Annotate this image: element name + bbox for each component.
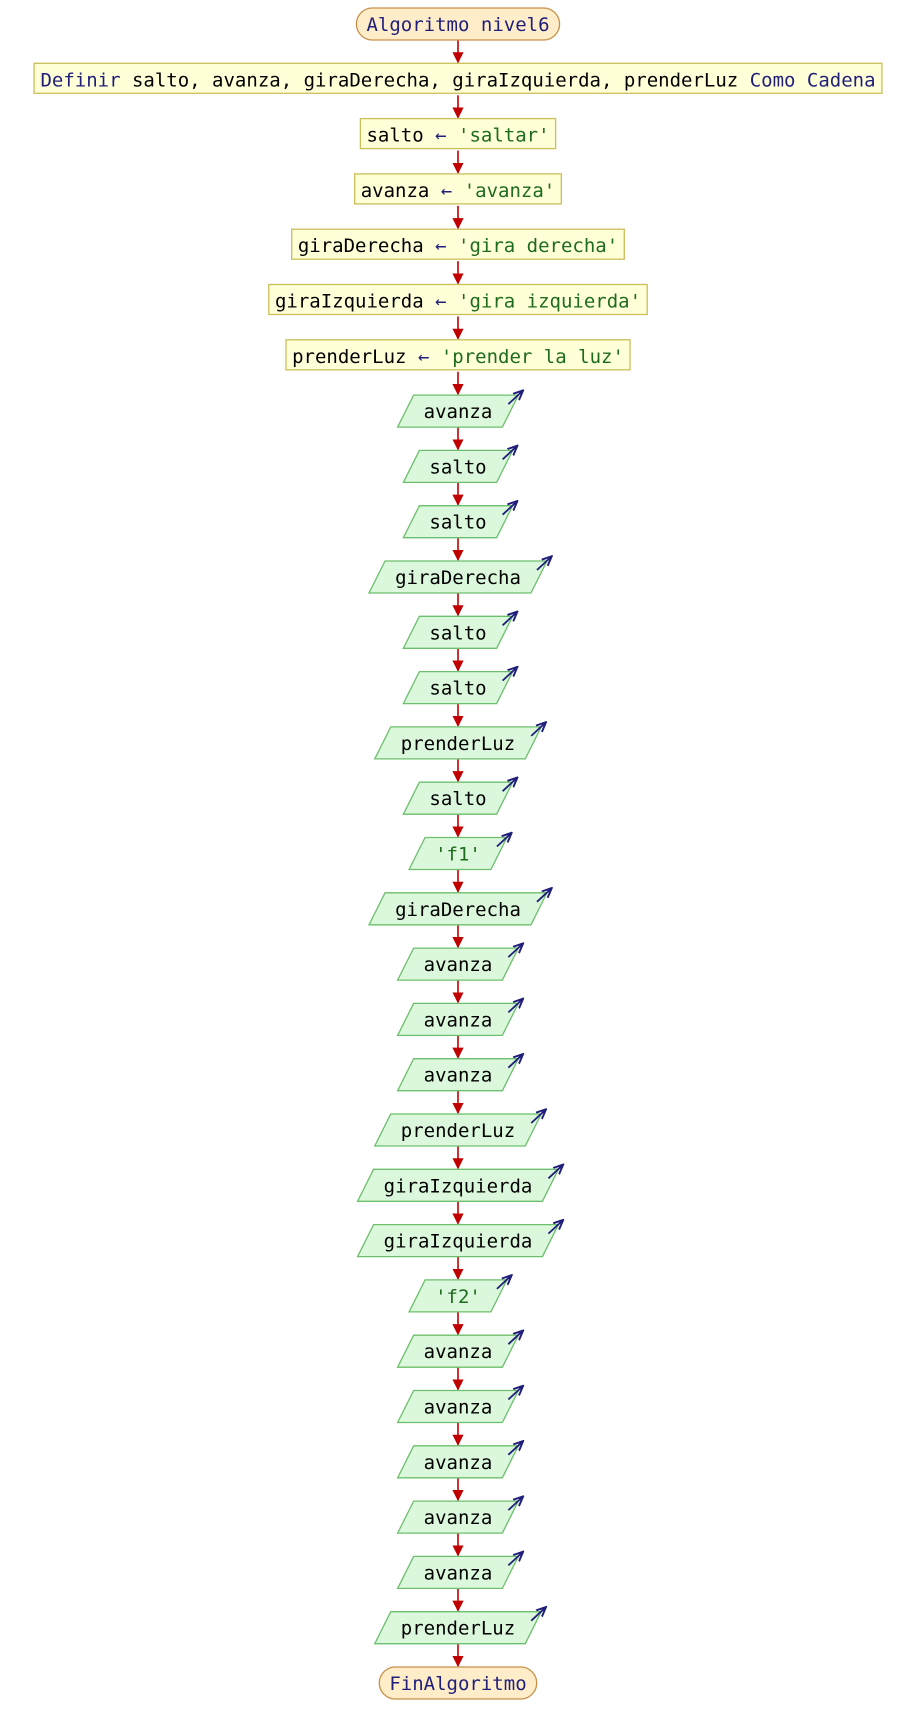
- label-segment: ←: [435, 290, 447, 313]
- label-segment: prenderLuz: [400, 1617, 516, 1640]
- node-label: [401, 733, 515, 755]
- node-label: [424, 1397, 493, 1419]
- node-label: [424, 1065, 493, 1087]
- output-box: [398, 1497, 523, 1533]
- label-segment: salto: [366, 124, 424, 147]
- label-segment: [424, 235, 435, 257]
- start-terminal: [356, 8, 559, 40]
- node-label: [424, 1507, 493, 1529]
- label-segment: avanza: [423, 1009, 493, 1032]
- node-label: [384, 1175, 533, 1197]
- label-segment: avanza: [423, 1341, 493, 1364]
- label-segment: prenderLuz: [400, 732, 516, 755]
- output-box: [398, 391, 523, 427]
- output-box: [358, 1221, 563, 1257]
- node-label: [366, 14, 549, 36]
- label-segment: Algoritmo: [366, 14, 470, 36]
- node-label: [424, 1009, 493, 1031]
- label-segment: FinAlgoritmo: [389, 1673, 527, 1695]
- node-label: [40, 69, 875, 91]
- node-label: [389, 1673, 526, 1695]
- label-segment: [447, 291, 458, 313]
- node-label: [292, 346, 624, 368]
- label-segment: 'avanza': [463, 179, 556, 202]
- node-label: [298, 235, 618, 257]
- output-box: [398, 1331, 523, 1367]
- label-segment: giraDerecha: [395, 898, 521, 921]
- label-segment: ←: [440, 179, 453, 202]
- label-segment: [429, 180, 440, 202]
- output-box: [403, 778, 516, 814]
- label-segment: ←: [435, 124, 447, 147]
- label-segment: ←: [435, 235, 447, 258]
- label-segment: Definir: [40, 69, 121, 92]
- label-segment: salto: [429, 511, 487, 534]
- output-box: [398, 1552, 523, 1588]
- label-segment: Como Cadena: [749, 69, 876, 92]
- label-segment: 'prender la luz': [440, 345, 624, 368]
- label-segment: [469, 14, 480, 36]
- node-label: [429, 678, 486, 700]
- node-label: [435, 844, 481, 866]
- node-label: [435, 1286, 481, 1308]
- label-segment: giraIzquierda: [383, 1175, 533, 1198]
- output-box: [403, 612, 516, 648]
- label-segment: avanza: [423, 1396, 493, 1419]
- node-label: [424, 1452, 493, 1474]
- label-segment: avanza: [423, 1562, 493, 1585]
- node-label: [424, 1341, 493, 1363]
- label-segment: 'gira izquierda': [458, 290, 642, 313]
- label-segment: [447, 235, 458, 257]
- label-segment: avanza: [423, 1451, 493, 1474]
- node-label: [424, 1562, 493, 1584]
- output-box: [375, 1110, 546, 1146]
- label-segment: avanza: [360, 179, 430, 202]
- node-label: [366, 125, 549, 147]
- label-segment: [738, 69, 749, 91]
- label-segment: [121, 69, 132, 91]
- label-segment: 'saltar': [458, 124, 550, 147]
- node-label: [429, 512, 486, 534]
- node-label: [429, 456, 486, 478]
- label-segment: salto, avanza, giraDerecha, giraIzquierda, prenderLuz: [131, 69, 739, 92]
- label-segment: [429, 346, 440, 368]
- output-box: [403, 668, 516, 704]
- label-segment: salto: [429, 622, 487, 645]
- label-segment: [424, 125, 435, 147]
- output-box: [409, 834, 511, 870]
- label-segment: 'f2': [435, 1285, 481, 1308]
- label-segment: nivel6: [480, 14, 550, 36]
- label-segment: avanza: [423, 954, 493, 977]
- label-segment: salto: [429, 788, 487, 811]
- output-box: [375, 1608, 546, 1644]
- label-segment: giraDerecha: [297, 235, 424, 258]
- output-box: [398, 999, 523, 1035]
- output-box: [369, 889, 551, 925]
- assignment-box: [269, 285, 647, 315]
- node-label: [384, 1231, 533, 1253]
- assignment-box: [355, 174, 562, 204]
- label-segment: [447, 125, 458, 147]
- label-segment: avanza: [423, 1507, 493, 1530]
- node-label: [429, 622, 486, 644]
- output-box: [398, 1055, 523, 1091]
- assignment-box: [292, 229, 625, 259]
- output-box: [409, 1276, 511, 1312]
- label-segment: prenderLuz: [400, 1120, 516, 1142]
- label-segment: 'gira derecha': [458, 235, 619, 258]
- definition-box: [34, 63, 882, 93]
- label-segment: avanza: [423, 1064, 493, 1087]
- output-box: [398, 944, 523, 980]
- node-label: [395, 567, 521, 589]
- node-label: [395, 899, 521, 921]
- node-label: [424, 954, 493, 976]
- label-segment: [452, 180, 463, 202]
- label-segment: giraIzquierda: [274, 290, 424, 313]
- end-terminal: [379, 1667, 536, 1699]
- label-segment: 'f1': [435, 843, 481, 866]
- label-segment: [424, 291, 435, 313]
- node-label: [275, 291, 641, 313]
- output-box: [403, 446, 516, 482]
- label-segment: [407, 346, 418, 368]
- label-segment: giraDerecha: [395, 567, 521, 589]
- output-box: [369, 557, 551, 593]
- output-box: [358, 1165, 563, 1201]
- label-segment: prenderLuz: [292, 345, 407, 368]
- output-box: [375, 723, 546, 759]
- node-label: [361, 180, 556, 202]
- output-box: [398, 1387, 523, 1423]
- label-segment: giraIzquierda: [383, 1230, 533, 1253]
- output-box: [398, 1442, 523, 1478]
- node-label: [424, 401, 493, 423]
- assignment-box: [286, 340, 630, 370]
- label-segment: salto: [429, 677, 487, 700]
- node-label: [429, 788, 486, 810]
- label-segment: ←: [417, 345, 430, 368]
- node-label: [401, 1120, 515, 1142]
- output-box: [403, 502, 516, 538]
- node-label: [401, 1618, 515, 1640]
- assignment-box: [360, 119, 555, 149]
- label-segment: salto: [429, 456, 487, 479]
- label-segment: avanza: [423, 401, 493, 424]
